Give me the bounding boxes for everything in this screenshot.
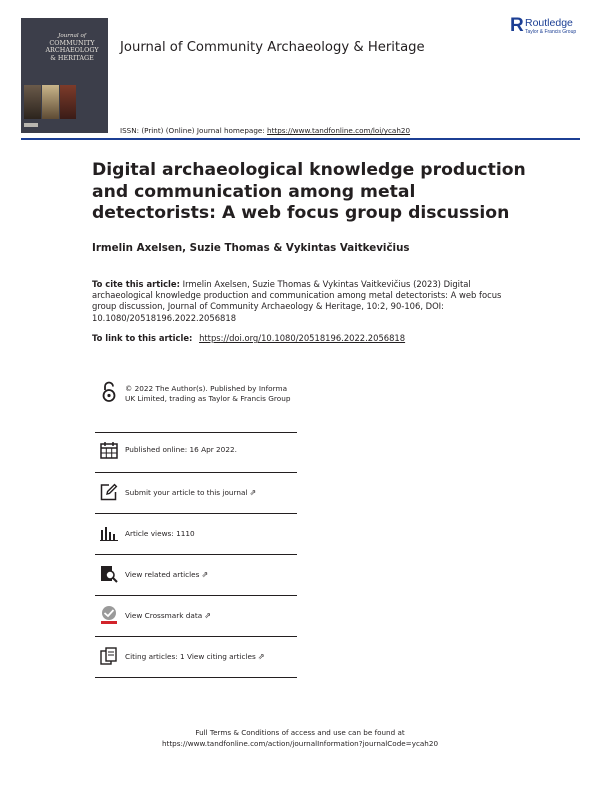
journal-homepage-link[interactable]: https://www.tandfonline.com/loi/ycah20 — [267, 126, 411, 135]
submit-article-label: Submit your article to this journal — [125, 488, 248, 497]
submit-article-link[interactable] — [125, 488, 297, 498]
bar-chart-icon — [100, 524, 118, 544]
edit-icon — [100, 483, 118, 503]
publisher-name: Routledge — [525, 17, 573, 29]
footer-terms: Full Terms & Conditions of access and use can be found at — [195, 728, 405, 737]
article-title: Digital archaeological knowledge production and communication among metal detectorists: A web focus group discussion — [92, 160, 526, 223]
journal-cover[interactable] — [21, 18, 108, 133]
related-articles-icon — [100, 565, 118, 585]
citation — [92, 279, 512, 324]
citing-articles-label: Citing articles: 1 View citing articles — [125, 652, 256, 661]
cite-label: To cite this article: — [92, 279, 180, 289]
header-divider — [21, 138, 580, 140]
published-date: Published online: 16 Apr 2022. — [125, 445, 237, 454]
open-access-text: © 2022 The Author(s). Published by Informa UK Limited, trading as Taylor & Francis Group — [125, 384, 291, 403]
cover-title-line: ARCHAEOLOGY — [45, 46, 99, 55]
published-item — [95, 433, 297, 473]
journal-title[interactable]: Journal of Community Archaeology & Heritage — [120, 40, 425, 55]
article-link — [92, 333, 405, 343]
submit-article-item[interactable] — [95, 473, 297, 514]
article-authors: Irmelin Axelsen, Suzie Thomas & Vykintas Vaitkevičius — [92, 242, 410, 254]
external-link-icon: ⇗ — [257, 652, 265, 661]
cover-photo — [42, 85, 59, 119]
related-articles-link[interactable] — [125, 570, 297, 580]
open-access-icon — [100, 381, 118, 401]
doi-link[interactable]: https://doi.org/10.1080/20518196.2022.2056818 — [199, 333, 406, 343]
cover-title-lead: Journal of — [58, 33, 86, 39]
cover-photos — [24, 85, 76, 119]
article-views-item — [95, 514, 297, 555]
footer-url[interactable]: https://www.tandfonline.com/action/journalInformation?journalCode=ycah20 — [161, 739, 439, 748]
issn-text: ISSN: (Print) (Online) Journal homepage: — [120, 126, 265, 135]
cover-title — [38, 33, 106, 62]
link-label: To link to this article: — [92, 333, 193, 343]
cite-text: Irmelin Axelsen, Suzie Thomas & Vykintas Vaitkevičius (2023) Digital archaeological knowledge production and communication among metal detectorists: A web focus group discussion, Journal of Community Archaeology & Heritage, 10:2, 90-106, DOI: 10.1080/20518196.2022.2056818 — [92, 279, 502, 323]
article-views: Article views: 1110 — [125, 529, 195, 538]
related-articles-item[interactable] — [95, 555, 297, 596]
issn-line — [120, 126, 410, 135]
citing-articles-item[interactable] — [95, 637, 297, 678]
citing-articles-icon — [100, 647, 118, 667]
routledge-r-icon: R — [510, 15, 524, 36]
crossmark-link[interactable] — [125, 611, 297, 621]
crossmark-label: View Crossmark data — [125, 611, 203, 620]
publisher-tagline: Taylor & Francis Group — [525, 29, 577, 35]
external-link-icon: ⇗ — [204, 611, 211, 620]
crossmark-icon — [100, 605, 118, 625]
calendar-icon — [100, 441, 118, 461]
cover-title-line: & HERITAGE — [50, 53, 94, 62]
related-articles-label: View related articles — [125, 570, 200, 579]
open-access-item — [95, 375, 297, 433]
cover-photo — [60, 85, 76, 119]
cover-publisher-logo — [24, 123, 38, 127]
citing-articles-link[interactable] — [125, 652, 297, 662]
external-link-icon: ⇗ — [249, 488, 257, 497]
external-link-icon: ⇗ — [201, 570, 209, 579]
publisher-logo[interactable] — [510, 15, 586, 41]
article-info-list — [95, 375, 297, 678]
footer — [0, 727, 600, 749]
cover-title-line: COMMUNITY — [49, 39, 95, 48]
crossmark-item[interactable] — [95, 596, 297, 637]
cover-photo — [24, 85, 41, 119]
